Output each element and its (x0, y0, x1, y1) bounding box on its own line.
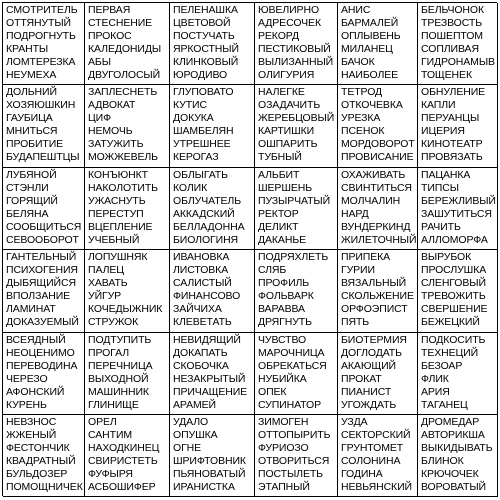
word: САЛИСТЫЙ (173, 277, 232, 289)
word: ЧЕРЕЗО (6, 373, 48, 385)
word: ЛАМИНАТ (6, 303, 56, 315)
grid-cell (3, 250, 85, 333)
word: ПРОКАТ (341, 373, 382, 385)
grid-cell (85, 333, 170, 415)
word: АНИС (341, 4, 371, 16)
word: ЛУБЯНОЙ (6, 169, 57, 181)
word: ПОДКОСИТЬ (421, 334, 486, 346)
word: ОРФОЭПИСТ (341, 303, 408, 315)
word: АДРЕСОЧЕК (258, 17, 321, 29)
word: АККАДСКИЙ (173, 208, 235, 220)
word: БЕРЕЖЛИВЫЙ (421, 195, 496, 207)
word: ФУФЫРЯ (88, 468, 133, 480)
word: БЕЗОАР (421, 360, 463, 372)
word: ЗАЙЧИХА (173, 303, 222, 315)
word: ДВУГОЛОСЫЙ (88, 69, 161, 81)
word: ШАМБЕЛЯН (173, 125, 234, 137)
word: УЖАСНУТЬ (88, 195, 146, 207)
word: ОХАЖИВАТЬ (341, 169, 406, 181)
word: ОБЛУЧАТЕЛЬ (173, 195, 241, 207)
word: ПРОГАЛ (88, 347, 129, 359)
word: СКОЛЬЖЕНИЕ (341, 290, 414, 302)
word: ФУРИОЗО (258, 442, 309, 454)
word: СЕКТОРСКИЙ (341, 429, 411, 441)
word: ПЯТЬ (341, 316, 370, 328)
word: ВПОЛЗАНИЕ (6, 290, 71, 302)
word: ЖЖЕНЫЙ (6, 429, 57, 441)
word: БИОТЕРМИЯ (341, 334, 407, 346)
word: ВУНДЕРКИНД (341, 221, 411, 233)
word: НАКОЛОТИТЬ (88, 182, 158, 194)
word: БЛИНОК (421, 455, 464, 467)
word: ДРОМЕДАР (421, 416, 480, 428)
word: ОГНЕ (173, 442, 202, 454)
word: ВСЕЯДНЫЙ (6, 334, 66, 346)
grid-cell (338, 415, 418, 497)
grid-cell (255, 415, 338, 497)
word: БИОЛОГИНЯ (173, 234, 239, 246)
word: УЙГУР (88, 290, 122, 302)
word: ПОДРЯХЛЕТЬ (258, 251, 329, 263)
word: КРЮЧОЧЕК (421, 468, 479, 480)
word: ФИНАНСОВО (173, 290, 241, 302)
word: ОТВОРИТЬСЯ (258, 455, 330, 467)
word: ДЕЛИКТ (258, 221, 299, 233)
word: ПЕРУАНЦЫ (421, 112, 480, 124)
word: ОПУШКА (173, 429, 218, 441)
word: ВОРОВАТЫЙ (421, 481, 486, 493)
word: СВЕРШЕНИЕ (421, 303, 488, 315)
word: УГОЖДАТЬ (341, 399, 397, 411)
word: ПАЦАНКА (421, 169, 471, 181)
grid-cell (338, 3, 418, 85)
word: ТИПСЫ (421, 182, 459, 194)
word: СТЭНЛИ (6, 182, 49, 194)
word: АЛЛОМОРФА (421, 234, 488, 246)
grid-cell (170, 415, 255, 497)
word: АЛЬБИТ (258, 169, 300, 181)
word: ФОЛЬВАРК (258, 290, 314, 302)
word: ШРИФТОВНИК (173, 455, 246, 467)
word: ЗАШУТИТЬСЯ (421, 208, 492, 220)
word: ОРЕЛ (88, 416, 117, 428)
word: ГАУБИЦА (6, 112, 53, 124)
word: ЛОПУШНЯК (88, 251, 148, 263)
grid-cell (3, 3, 85, 85)
word: ПРИПЕКА (341, 251, 391, 263)
word: ВЦЕПЛЕНИЕ (88, 221, 153, 233)
word: АРИЯ (421, 386, 450, 398)
word: ТЕХНЕЦИЙ (421, 347, 479, 359)
word: ПРОФИЛЬ (258, 277, 310, 289)
grid-cell (170, 250, 255, 333)
word: ГРУНТОМЕТ (341, 442, 404, 454)
word: ЗАТУЖИТЬ (88, 138, 144, 150)
grid-cell (255, 168, 338, 250)
word: СМОТРИТЕЛЬ (6, 4, 78, 16)
word: ОПЕК (258, 386, 287, 398)
word: КАПЛИ (421, 99, 456, 111)
word: НЕВИДЯЩИЙ (173, 334, 241, 346)
word: ХАВАТЬ (88, 277, 128, 289)
word: ИВАНОВКА (173, 251, 230, 263)
word: ТРЕВОЖИТЬ (421, 290, 486, 302)
word: СОЛОНИНА (341, 455, 401, 467)
grid-cell (85, 85, 170, 168)
word: ГАНТЕЛЬНЫЙ (6, 251, 77, 263)
word: ГУРИИ (341, 264, 375, 276)
word: МАШИННИК (88, 386, 149, 398)
grid-cell (338, 333, 418, 415)
word: ПЕЛЕНАШКА (173, 4, 238, 16)
word: УДАЛО (173, 416, 209, 428)
word: МАРОЧНИЦА (258, 347, 325, 359)
word: ЦВЕТОВОЙ (173, 17, 231, 29)
word: СТЕСНЕНИЕ (88, 17, 153, 29)
word: СУПИНАТОР (258, 399, 321, 411)
word: ХОЗЯЮШКИН (6, 99, 76, 111)
grid-cell (338, 85, 418, 168)
word: НЕВЬЯНСКИЙ (341, 481, 412, 493)
word: ВЫЛИЗАННЫЙ (258, 56, 334, 68)
word: ПРОВЯЗАТЬ (421, 151, 483, 163)
word: ТУБНЫЙ (258, 151, 302, 163)
word: ПОСТЫЛЕТЬ (258, 468, 323, 480)
grid-cell (3, 85, 85, 168)
word: КИНОТЕАТР (421, 138, 483, 150)
word: ГОДИНА (341, 468, 383, 480)
word: ПАЛЕЦ (88, 264, 124, 276)
word: ВЫКИДЫВАТЬ (421, 442, 493, 454)
word: ТРЕЗВОСТЬ (421, 17, 482, 29)
word: ВЯЗАЛЬНЫЙ (341, 277, 407, 289)
grid-cell (170, 85, 255, 168)
word: УЧЕБНЫЙ (88, 234, 140, 246)
word: ПРИЧАЩЕНИЕ (173, 386, 248, 398)
word-grid-table (2, 2, 497, 496)
word: ШЕРШЕНЬ (258, 182, 313, 194)
word: ДОКУКА (173, 112, 214, 124)
grid-cell (418, 85, 498, 168)
word: ОТТЯНУТЫЙ (6, 17, 71, 29)
grid-cell (338, 168, 418, 250)
word: ТАГАНЕЦ (421, 399, 468, 411)
word: КОНЪЮНКТ (88, 169, 148, 181)
word: КОЛИК (173, 182, 208, 194)
word: СООБЩИТЬСЯ (6, 221, 82, 233)
grid-cell (170, 168, 255, 250)
grid-cell (418, 415, 498, 497)
word: БАРМАЛЕЙ (341, 17, 399, 29)
grid-cell (418, 250, 498, 333)
word: ОЛИГУРИЯ (258, 69, 315, 81)
word: НЕМОЧЬ (88, 125, 133, 137)
word: ЗИМОГЕН (258, 416, 309, 428)
word: ГОРЯЩИЙ (6, 195, 58, 207)
word: КРАНТЫ (6, 43, 49, 55)
word: ОЗАДАЧИТЬ (258, 99, 321, 111)
word: ПИАНИСТ (341, 386, 392, 398)
word: АБЫ (88, 56, 111, 68)
word: ПЕРЕСТУП (88, 208, 144, 220)
word: ДОКАЗУЕМЫЙ (6, 316, 79, 328)
word: ДАКАНЬЕ (258, 234, 307, 246)
word: ДЫБЯЩИЙСЯ (6, 277, 76, 289)
word: ФЛИК (421, 373, 449, 385)
word: ПРОСЛУШКА (421, 264, 487, 276)
word: ЭТАПНЫЙ (258, 481, 310, 493)
word: НЕЗАКРЫТЫЙ (173, 373, 246, 385)
grid-cell (85, 168, 170, 250)
word: ОШПАРИТЬ (258, 138, 318, 150)
word: ПРОКОС (88, 30, 132, 42)
word: РЕКТОР (258, 208, 299, 220)
word: ДРЯГНУТЬ (258, 316, 312, 328)
word: МНИТЬСЯ (6, 125, 58, 137)
grid-cell (85, 3, 170, 85)
word: АРАМЕЙ (173, 399, 217, 411)
word: МИЛАНЕЦ (341, 43, 393, 55)
word: КЛЕВЕТАТЬ (173, 316, 232, 328)
word: МОРДОВОРОТ (341, 138, 415, 150)
word: ПСЕНОК (341, 125, 385, 137)
word: ДОКАПАТЬ (173, 347, 228, 359)
word: КВАДРАТНЫЙ (6, 455, 76, 467)
grid-cell (418, 3, 498, 85)
word: ЦИФ (88, 112, 111, 124)
word: АФОНСКИЙ (6, 386, 65, 398)
word: ОБЛЫГАТЬ (173, 169, 228, 181)
word: МОЖЖЕВЕЛЬ (88, 151, 158, 163)
word: СВИРИСТЕТЬ (88, 455, 158, 467)
word: ТОЩЕНЕК (421, 69, 472, 81)
word: АСБОШИФЕР (88, 481, 156, 493)
grid-cell (255, 85, 338, 168)
word: САНТИМ (88, 429, 133, 441)
grid-cell (418, 333, 498, 415)
word: КУТИС (173, 99, 207, 111)
grid-cell (255, 250, 338, 333)
word: ПОСТУЧАТЬ (173, 30, 235, 42)
word: ОБНУЛЕНИЕ (421, 86, 486, 98)
word: СВИНТИТЬСЯ (341, 182, 412, 194)
word: МОЛЧАЛИН (341, 195, 401, 207)
word: КУРЕНЬ (6, 399, 47, 411)
word: СКОБОЧКА (173, 360, 229, 372)
word: ДОГЛОДАТЬ (341, 347, 402, 359)
word: ПОДРОГНУТЬ (6, 30, 76, 42)
word: ЖЕРЕБЦОВЫЙ (258, 112, 335, 124)
word: ПРОВИСАНИЕ (341, 151, 414, 163)
word: ПОМОЩНИЧЕК (6, 481, 83, 493)
word: РАЧИТЬ (421, 221, 461, 233)
word: БЕЖЕЦКИЙ (421, 316, 480, 328)
word: ИЦЕРИЯ (421, 125, 465, 137)
word: ПЕРВАЯ (88, 4, 131, 16)
word: НАХОДКИНЕЦ (88, 442, 160, 454)
word: УЗДА (341, 416, 368, 428)
word: ВЫХОДНОЙ (88, 373, 149, 385)
word: НАРД (341, 208, 369, 220)
word: ОТКОЧЕВКА (341, 99, 403, 111)
word: БЕЛЯНА (6, 208, 49, 220)
word: АДВОКАТ (88, 99, 136, 111)
word: СТРУЖОК (88, 316, 139, 328)
word: БУДАПЕШТЦЫ (6, 151, 80, 163)
word: СЛЯБ (258, 264, 287, 276)
word: ГЛИНИЩЕ (88, 399, 139, 411)
word: ГЛУПОВАТО (173, 86, 234, 98)
word: НЕОЦЕНИМО (6, 347, 75, 359)
grid-cell (170, 333, 255, 415)
word: БЕЛЛАДОННА (173, 221, 245, 233)
word: ЗАПЛЕСНЕТЬ (88, 86, 158, 98)
word: БЕЛЬЧОНОК (421, 4, 484, 16)
word: ЯРКОСТНЫЙ (173, 43, 239, 55)
word: БАЧОК (341, 56, 375, 68)
word: ЮВЕЛИРНО (258, 4, 320, 16)
word: НАИБОЛЕЕ (341, 69, 399, 81)
word: ПЕРЕЧНИЦА (88, 360, 153, 372)
grid-cell (338, 250, 418, 333)
grid-cell (85, 250, 170, 333)
word: БУЛЬДОЗЕР (6, 468, 68, 480)
grid-cell (255, 3, 338, 85)
word: КЕРОГАЗ (173, 151, 219, 163)
word: ОТТОПЫРИТЬ (258, 429, 331, 441)
word: НЕВЗНОС (6, 416, 57, 428)
word: ПУЗЫРЧАТЫЙ (258, 195, 331, 207)
word: ЮРОДИВО (173, 69, 228, 81)
grid-cell (85, 415, 170, 497)
word: ОБРЕКАТЬСЯ (258, 360, 327, 372)
grid-cell (3, 168, 85, 250)
word: ПЕРЕВОДИНА (6, 360, 78, 372)
word: НУБИЙКА (258, 373, 307, 385)
word: ТЕТРОД (341, 86, 383, 98)
word: УРЕЗКА (341, 112, 381, 124)
word: ПОДТУПИТЬ (88, 334, 152, 346)
word: ВЫРУБОК (421, 251, 472, 263)
word: ЧУВСТВО (258, 334, 307, 346)
word: НАЛЕГКЕ (258, 86, 305, 98)
word: ВАРАВВА (258, 303, 305, 315)
word: ПЬЯНОВАТЫЙ (173, 468, 246, 480)
word: ПОШЕПТОМ (421, 30, 483, 42)
word: ПСИХОГЕНИЯ (6, 264, 78, 276)
word: ЖИЛЕТОЧНЫЙ (341, 234, 417, 246)
word: СОПЛИВАЯ (421, 43, 479, 55)
word: ИРАНИСТКА (173, 481, 235, 493)
grid-cell (3, 415, 85, 497)
word: РЕКОРД (258, 30, 299, 42)
grid-cell (255, 333, 338, 415)
word: КЛИНКОВЫЙ (173, 56, 239, 68)
word: ЛИСТОВКА (173, 264, 229, 276)
grid-cell (3, 333, 85, 415)
word: УТРЕШНЕЕ (173, 138, 231, 150)
word: ЛОМТЕРЕЗКА (6, 56, 76, 68)
word: ПЕСТИКОВЫЙ (258, 43, 331, 55)
word: СЛЕНГОВЫЙ (421, 277, 486, 289)
grid-cell (170, 3, 255, 85)
word: ГИДРОНАМЫВ (421, 56, 495, 68)
word: НЕУМЕХА (6, 69, 57, 81)
word: ПРОБИТИЕ (6, 138, 64, 150)
word: ДОЛЬНИЙ (6, 86, 57, 98)
word: ФЕСТОНЧИК (6, 442, 70, 454)
grid-cell (418, 168, 498, 250)
word: АВТОРИКША (421, 429, 485, 441)
word: АКАЮЩИЙ (341, 360, 396, 372)
word: ОПЛЫВЕНЬ (341, 30, 401, 42)
word: КАЛЕДОНИДЫ (88, 43, 162, 55)
word: СЕВООБОРОТ (6, 234, 79, 246)
word: КОЧЕДЫЖНИК (88, 303, 163, 315)
word: КАРТИШКИ (258, 125, 315, 137)
